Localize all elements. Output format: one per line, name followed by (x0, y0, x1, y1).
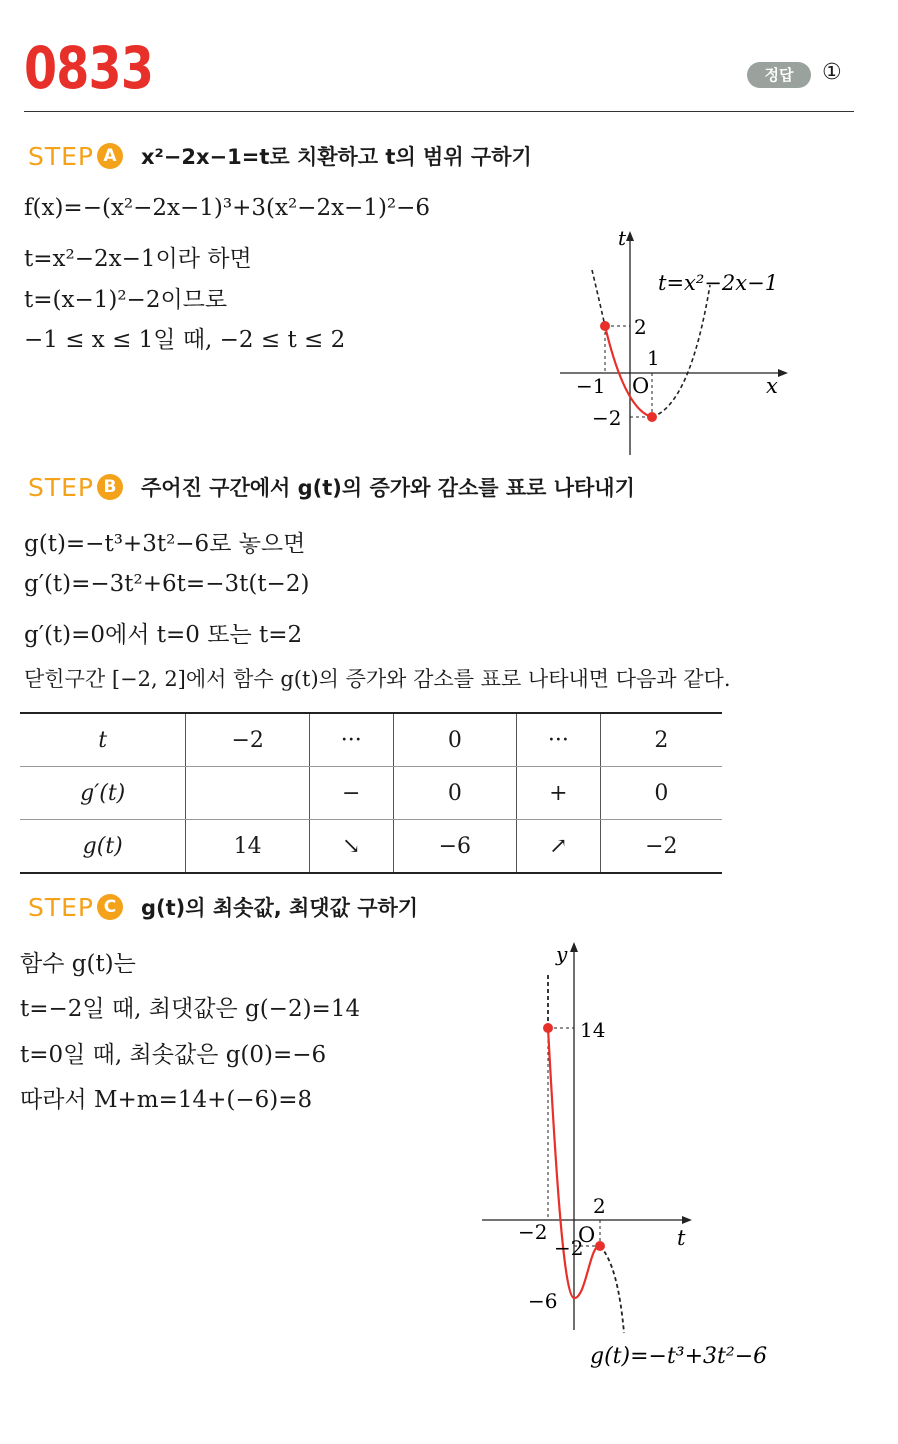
step-b-line-4: 닫힌구간 [−2, 2]에서 함수 g(t)의 증가와 감소를 표로 나타내면 다음과 같다. (24, 667, 731, 691)
answer-badge: 정답 (747, 62, 811, 88)
table-cell: 14 (186, 820, 310, 874)
step-a-word: STEP (28, 141, 95, 171)
graph-a-y-arrow-icon (626, 231, 634, 241)
table-cell (186, 767, 310, 820)
graph-a-point-vertex (647, 412, 657, 422)
table-cell: −2 (186, 713, 310, 767)
graph-a-x-arrow-icon (778, 369, 788, 377)
table-row (20, 767, 722, 820)
step-c-line-3: t=0일 때, 최솟값은 g(0)=−6 (20, 1042, 327, 1068)
table-cell: ↗ (517, 820, 601, 874)
table-cell: 2 (600, 713, 722, 767)
graph-a-curve-left (592, 270, 605, 326)
table-row (20, 820, 722, 874)
step-b-word: STEP (28, 472, 95, 502)
graph-c-x-arrow-icon (682, 1216, 692, 1224)
graph-c-curve-label: g(t)=−t³+3t²−6 (590, 1344, 768, 1369)
table-cell: g′(t) (20, 767, 186, 820)
graph-c-t-label: t (677, 1226, 686, 1250)
step-a-heading (28, 141, 532, 171)
graph-c-label-minus6: −6 (528, 1289, 558, 1313)
graph-c-y-label: y (556, 942, 568, 966)
table-cell: 0 (393, 767, 517, 820)
step-b-letter: B (97, 474, 123, 500)
step-b-line-3: g′(t)=0에서 t=0 또는 t=2 (24, 622, 303, 648)
graph-a-x-label: x (766, 374, 778, 398)
step-c-heading (28, 892, 418, 922)
step-c-line-1: 함수 g(t)는 (20, 951, 136, 977)
graph-c (470, 935, 830, 1375)
graph-c-point-max (543, 1023, 553, 1033)
graph-c-label-minus2-x: −2 (518, 1220, 548, 1244)
step-c-letter: C (97, 894, 123, 920)
step-c-line-4: 따라서 M+m=14+(−6)=8 (20, 1087, 313, 1113)
table-cell: + (517, 767, 601, 820)
step-b-line-1: g(t)=−t³+3t²−6로 놓으면 (24, 531, 306, 557)
table-cell: ··· (309, 713, 393, 767)
step-c-line-2: t=−2일 때, 최댓값은 g(−2)=14 (20, 996, 361, 1022)
step-b-heading (28, 472, 635, 502)
table-cell: ··· (517, 713, 601, 767)
graph-a-label-minus2: −2 (592, 406, 622, 430)
table-cell: −2 (600, 820, 722, 874)
graph-c-label-2: 2 (593, 1194, 606, 1218)
header-divider (24, 111, 854, 112)
table-cell: − (309, 767, 393, 820)
table-cell: 0 (393, 713, 517, 767)
step-a-line-3: t=(x−1)²−2이므로 (24, 287, 228, 313)
problem-number: 0833 (24, 34, 154, 102)
step-b-line-2: g′(t)=−3t²+6t=−3t(t−2) (24, 571, 310, 597)
graph-a-curve-label: t=x²−2x−1 (658, 271, 779, 295)
step-a-letter: A (97, 143, 123, 169)
graph-a-origin: O (632, 374, 650, 398)
increase-decrease-table (20, 712, 722, 874)
table-row (20, 713, 722, 767)
table-cell: −6 (393, 820, 517, 874)
step-b-title: 주어진 구간에서 g(t)의 증가와 감소를 표로 나타내기 (141, 476, 635, 500)
graph-a-curve-right (652, 285, 710, 417)
graph-a-t-label: t (618, 226, 627, 250)
graph-c-point-end (595, 1241, 605, 1251)
graph-a-label-1: 1 (647, 346, 660, 370)
graph-c-y-arrow-icon (570, 942, 578, 952)
table-cell: t (20, 713, 186, 767)
answer-value: ① (822, 60, 842, 85)
graph-c-origin: O (578, 1223, 596, 1247)
step-a-line-4: −1 ≤ x ≤ 1일 때, −2 ≤ t ≤ 2 (24, 327, 346, 353)
graph-a (540, 225, 840, 460)
step-a-line-1: f(x)=−(x²−2x−1)³+3(x²−2x−1)²−6 (24, 195, 431, 221)
table-cell: g(t) (20, 820, 186, 874)
table-cell: 0 (600, 767, 722, 820)
graph-a-point-left (600, 321, 610, 331)
graph-c-label-14: 14 (580, 1018, 606, 1042)
graph-a-label-2: 2 (634, 315, 647, 339)
step-c-word: STEP (28, 892, 95, 922)
step-a-line-2: t=x²−2x−1이라 하면 (24, 246, 252, 272)
table-cell: ↘ (309, 820, 393, 874)
step-c-title: g(t)의 최솟값, 최댓값 구하기 (141, 896, 419, 920)
graph-a-label-minus1: −1 (576, 374, 606, 398)
graph-c-label-minus2-y: −2 (554, 1236, 584, 1260)
graph-c-curve-right (600, 1246, 624, 1333)
graph-a-curve-highlight (605, 326, 652, 417)
step-a-title: x²−2x−1=t로 치환하고 t의 범위 구하기 (141, 145, 532, 169)
